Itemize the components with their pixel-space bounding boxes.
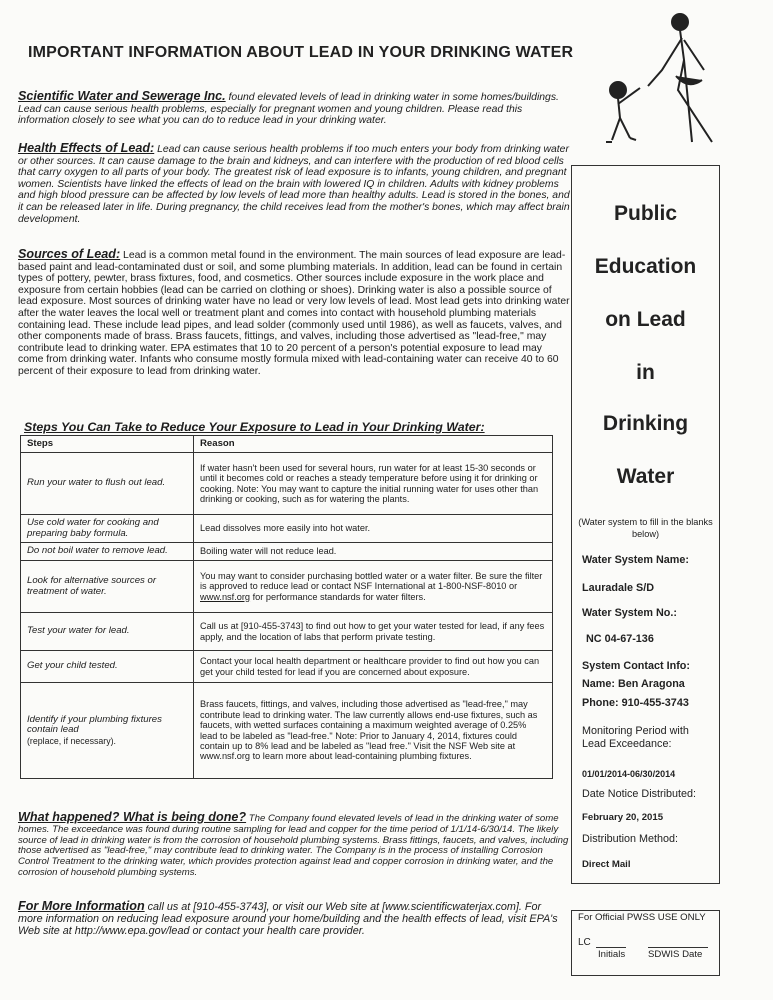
contact-phone: Phone: 910-455-3743 (582, 697, 689, 709)
more-info-heading: For More Information (18, 899, 145, 913)
table-header-row (21, 436, 553, 453)
sidebar-heading-word: in (636, 361, 655, 384)
reason-cell: If water hasn't been used for several hours, run water for at least 15-30 seconds or until it becomes cold or reaches a steady temperature before using it for drinking or cooking. Note: You may want to capture the initial running water for uses other than drinking or cooking, such as for watering the plants. (194, 453, 553, 515)
system-name-value: Lauradale S/D (582, 582, 655, 594)
step-cell: Look for alternative sources or treatment of water. (21, 561, 194, 613)
col-reason-header: Reason (194, 436, 553, 453)
system-no-label: Water System No.: (582, 607, 677, 619)
intro-text: found elevated levels of lead in drinking water in some homes/buildings. Lead can cause serious health problems, especially for pregnant women and young children. Please read this information closely to see what you can do to reduce lead in your drinking water. (18, 92, 559, 127)
date-notice-label: Date Notice Distributed: (582, 788, 697, 800)
reason-cell: You may want to consider purchasing bottled water or a water filter. Be sure the filter is approved to reduce lead or contact NSF International at 1-800-NSF-8010 or www.nsf.org for performance standards for water filters. (194, 561, 553, 613)
info-sidebar (571, 165, 720, 884)
step-text: Identify if your plumbing fixtures contain lead (27, 713, 162, 736)
health-effects-text: Lead can cause serious health problems if too much enters your body from drinking water or other sources. It can cause damage to the brain and kidneys, and can interfere with the production of red blood cells that carry oxygen to all parts of your body. The greatest risk of lead exposure is to infants, young children, and pregnant women. Scientists have linked the effects of lead on the brain with lowered IQ in children. Adults with kidney problems and high blood pressure can be affected by low levels of lead more than healthy adults. Lead is stored in the bones, and it can be released later in life. During pregnancy, the child receives lead from the mother's bones, which may affect brain development. (18, 144, 570, 225)
sidebar-heading-word: Education (594, 255, 697, 278)
steps-table (20, 435, 553, 779)
reason-cell: Boiling water will not reduce lead. (194, 543, 553, 561)
step-cell (21, 683, 194, 779)
table-row (21, 683, 553, 779)
more-info-section (18, 900, 558, 937)
more-info-text: call us at [910-455-3743], or visit our Web site at [www.scientificwaterjax.com]. For more information on reducing lead exposure around your home/building and the health effects of lead, visit EPA's Web site at http://www.epa.gov/lead or contact your health care provider. (18, 901, 558, 937)
reason-cell: Brass faucets, fittings, and valves, including those advertised as "lead-free," may contribute lead to drinking water. The law currently allows end-use fixtures, such as faucets, with wetted surfaces containing a maximum weighted average of 0.25% lead to be labeled as "lead-free." Note: Prior to January 4, 2014, fixtures could contain up to 8% lead and be labeled as "lead free." Visit the NSF Web site at www.nsf.org to learn more about lead-containing plumbing fixtures. (194, 683, 553, 779)
health-effects-heading: Health Effects of Lead: (18, 141, 155, 155)
col-steps-header: Steps (21, 436, 194, 453)
sidebar-heading-word: Public (613, 202, 677, 225)
contact-label: System Contact Info: (582, 660, 690, 672)
intro-paragraph (18, 91, 570, 127)
date-notice-value: February 20, 2015 (582, 812, 664, 823)
sources-section (18, 249, 570, 378)
monitoring-value: 01/01/2014-06/30/2014 (582, 769, 676, 779)
step-cell: Get your child tested. (21, 651, 194, 683)
sidebar-heading-word: Drinking (602, 412, 689, 435)
sdwis-date-label: SDWIS Date (648, 949, 703, 960)
what-happened-heading: What happened? What is being done? (18, 810, 247, 824)
health-effects-section (18, 143, 570, 225)
sources-text: Lead is a common metal found in the environment. The main sources of lead exposure are lead-based paint and lead-contaminated dust or soil, and some plumbing materials. In addition, lead can be found in certain types of pottery, pewter, brass fixtures, food, and cosmetics. Other sources include exposure in the work place and exposure from certain hobbies (lead can be carried on clothing or shoes). Drinking water is also a possible source of lead exposure. Most sources of drinking water have no lead or very low levels of lead. Most lead gets into drinking water after the water leaves the local well or treatment plant and comes into contact with household plumbing materials containing lead. These include lead pipes, and lead solder (commonly used until 1986), as well as faucets, valves, and other components made of brass. Brass faucets, fittings, and valves, including those advertised as "lead-free," may contribute lead to drinking water. EPA estimates that 10 to 20 percent of a person's potential exposure to lead may come from drinking water. Infants who consume mostly formula mixed with lead-containing water can receive 40 to 60 percent of their exposure to lead from drinking water. (18, 250, 570, 377)
fill-note: (Water system to fill in the blanks below) (578, 517, 713, 539)
reason-cell: Contact your local health department or healthcare provider to find out how you can get your child tested for lead if you are concerned about exposure. (194, 651, 553, 683)
what-happened-section (18, 812, 570, 879)
step-cell: Test your water for lead. (21, 613, 194, 651)
what-happened-text: The Company found elevated levels of lead in the drinking water of some homes. The exceedance was found during routine sampling for lead and copper for the time period of 1/1/14-6/30/14. The likely source of lead in drinking water is from the corrosion of household plumbing systems. Brass fittings, faucets, and valves, including those advertised as "lead-free," may contribute lead to drinking water. The Company is in the process of installing Corrosion Control Treatment to the drinking water, which provides protection against lead and copper corrosion in drinking water, and the corrosion of household plumbing systems. (18, 813, 569, 878)
table-row (21, 561, 553, 613)
table-row (21, 515, 553, 543)
step-cell: Run your water to flush out lead. (21, 453, 194, 515)
reason-cell: Call us at [910-455-3743] to find out how to get your water tested for lead, if any fees apply, and the location of labs that perform private testing. (194, 613, 553, 651)
distribution-method-label: Distribution Method: (582, 833, 679, 845)
table-row (21, 651, 553, 683)
sources-heading: Sources of Lead: (18, 247, 121, 261)
page-title: IMPORTANT INFORMATION ABOUT LEAD IN YOUR DRINKING WATER (28, 44, 574, 61)
initials-label: Initials (598, 949, 626, 960)
initials-line (596, 947, 626, 948)
table-row (21, 543, 553, 561)
step-cell: Use cold water for cooking and preparing baby formula. (21, 515, 194, 543)
step-cell: Do not boil water to remove lead. (21, 543, 194, 561)
monitoring-label: Monitoring Period with Lead Exceedance: (582, 725, 689, 750)
distribution-method-value: Direct Mail (582, 859, 631, 870)
step-note: (replace, if necessary). (27, 735, 116, 746)
system-no-value: NC 04-67-136 (586, 633, 654, 645)
table-row (21, 613, 553, 651)
sidebar-heading-word: Water (616, 465, 675, 488)
company-name: Scientific Water and Sewerage Inc. (18, 89, 226, 103)
lc-label: LC (578, 937, 591, 948)
table-row (21, 453, 553, 515)
official-use-title: For Official PWSS USE ONLY (578, 912, 706, 923)
reason-cell: Lead dissolves more easily into hot water. (194, 515, 553, 543)
system-name-label: Water System Name: (582, 554, 690, 566)
contact-name: Name: Ben Aragona (582, 678, 685, 690)
sidebar-heading-word: on Lead (605, 308, 686, 331)
sdwis-date-line (648, 947, 708, 948)
official-use-box (571, 910, 720, 976)
steps-heading: Steps You Can Take to Reduce Your Exposure to Lead in Your Drinking Water: (24, 420, 485, 434)
mother-child-illustration (592, 10, 768, 146)
